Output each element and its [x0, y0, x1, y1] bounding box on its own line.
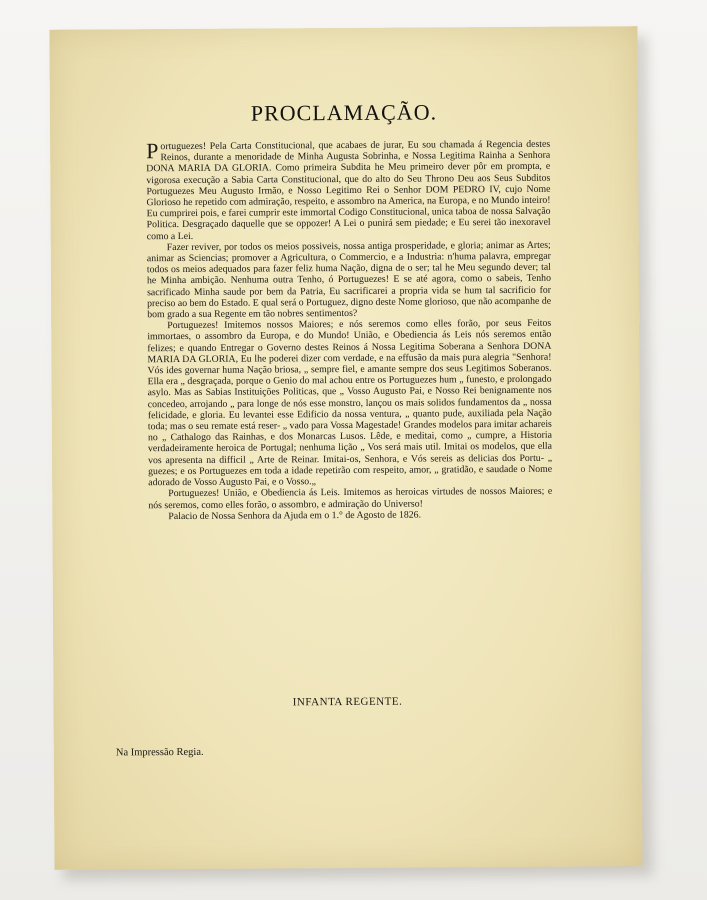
paragraph-2: Fazer reviver, por todos os meios possiveis, nossa antiga prosperidade, e gloria; animar as Artes; animar as Sciencias; promover a Agricultura, o Commercio, e a Industria: n'huma palavra, empregar todos os meios adequados para fazer feliz huma Nação, digna de o ser; tal he Meu segundo dever; tal he Minha ambição. Nenhuma outra Tenho, ó Portuguezes! E se até agora, como o sabeis, Tenho sacrificado Minha saude por bem da Patria, Eu sacrificarei a propria vida se hum tal sacrificio for preciso ao bem do Estado. E qual será o Portuguez, digno deste Nome glorioso, que não acompanhe de bom grado a sua Regente em tão nobres sentimentos? [146, 239, 552, 321]
signature: INFANTA REGENTE. [292, 695, 403, 709]
proclamation-sheet [49, 26, 642, 870]
drop-cap: P [146, 138, 159, 164]
printer-imprint: Na Impressão Regia. [115, 746, 204, 759]
paragraph-1 [146, 139, 551, 242]
paragraph-3: Portuguezes! Imitemos nossos Maiores; e nós seremos como elles forão, por seus Feitos immortaes, o assombro da Europa, e do Mundo! União, e Obediencia ás Leis nós seremos então felizes; e quando Entregar o Governo destes Reinos á Nossa Legitima Soberana a Senhora DONA MARIA DA GLORIA, Eu lhe poderei dizer com verdade, e na effusão da mais pura alegria "Senhora! Vós ides governar huma Nação briosa, „ sempre fiel, e amante sempre dos seus Legitimos Soberanos. Ella era „ desgraçada, porque o Genio do mal achou entre os Portuguezes hum „ funesto, e prolongado asylo. Mas as Sabias Instituições Politicas, que „ Vosso Augusto Pai, e Nosso Rei benignamente nos concedeo, arrojando „ para longe de nós esse monstro, lançou os mais solidos fundamentos da „ nossa felicidade, e gloria. Eu levantei esse Edificio da nossa ventura, „ quanto pude, auxiliada pela Nação toda; mas o seu remate está reser- „ vado para Vossa Magestade! Grandes modelos para imitar achareis no „ Cathalogo das Rainhas, e dos Monarcas Lusos. Lêde, e meditai, como „ cumpre, a Historia verdadeiramente heroica de Portugal; nenhuma lição „ Vos será mais util. Imitai os modelos, que ella vos apresenta na difficil „ Arte de Reinar. Imitai-os, Senhora, e Vós sereis as delicias dos Portu- „ guezes; e os Portuguezes em toda a idade repetirão com respeito, amor, „ gratidão, e saudade o Nome adorado de Vosso Augusto Pai, e o Vosso.„ [147, 317, 553, 489]
proclamation-body [146, 139, 552, 522]
dateline: Palacio de Nossa Senhora da Ajuda em o 1.° de Agosto de 1826. [168, 509, 422, 522]
paragraph-4: Portuguezes! União, e Obediencia ás Leis. Imitemos as heroicas virtudes de nossos Maiores; e nós seremos, como elles forão, o assombro, e admiração do Universo! [148, 486, 553, 511]
document-title: PROCLAMAÇÃO. [250, 99, 438, 126]
paragraph-1-text: ortuguezes! Pela Carta Constitucional, que acabaes de jurar, Eu sou chamada á Regencia destes Reinos, durante a menoridade de Minha Augusta Sobrinha, e Nossa Legitima Rainha a Senhora DONA MARIA DA GLORIA. Como primeira Subdita he Meu primeiro dever pôr em prompta, e vigorosa execução a Sabia Carta Constitucional, que do alto do Seu Throno Deu aos Seus Subditos Portuguezes Meu Augusto Irmão, e Nosso Legitimo Rei o Senhor DOM PEDRO IV, cujo Nome Glorioso he repetido com admiração, respeito, e assombro na America, na Europa, e no Mundo inteiro! Eu cumprirei pois, e farei cumprir este immortal Codigo Constitucional, unica taboa de nossa Salvação Politica. Desgraçado daquelle que se oppozer! A Lei o punirá sem piedade; e Eu serei tão inexoravel como a Lei. [146, 138, 551, 242]
